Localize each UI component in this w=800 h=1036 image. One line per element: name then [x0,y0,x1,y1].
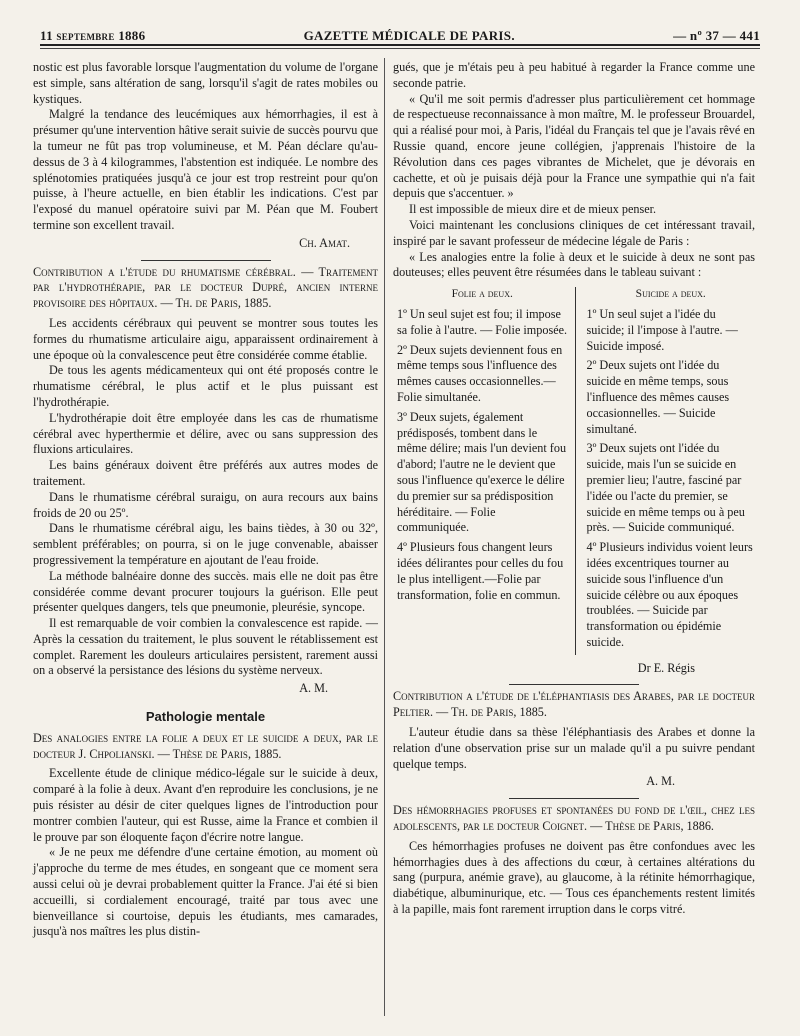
table-item: 4º Plusieurs fous changent leurs idées délirantes pour celles du fou le plus intelligent.—Folie par transformation, folie en commun. [397,540,564,602]
table-item: 3º Deux sujets, également prédisposés, tombent dans le même délire; mais l'un devient fou d'abord; l'autre ne le devient que sous l'influence qu'exerce le délire du premier sur sa prédisposition héréditaire. — Folie communiquée. [397,409,567,535]
table-item: 1º Un seul sujet est fou; il impose sa folie à l'autre. — Folie imposée. [397,306,568,337]
table-item: 4º Plusieurs individus voient leurs idées excentriques tourner au suicide sous l'influence d'un suicide célèbre ou aux époques troublées. — Suicide par transformation ou épidémie suicide. [586,540,753,649]
paragraph: L'hydrothérapie doit être employée dans les cas de rhumatisme cérébral avec hyperthermie et délire, avec ou sans suppression des fluxions articulaires. [33,410,378,457]
paragraph: « Je ne peux me défendre d'une certaine émotion, au moment où j'approche du terme de mes études, en songeant que ce moment sera aussi celui où je devrai probablement quitter la France. J'ai été si bien accueilli, si cordialement encouragé, traité par tous avec une bienveillance si courtoise, depuis les étudiants, mes camarades, jusqu'à nos maîtres les plus distin- [33,845,378,939]
author-signature: A. M. [299,681,328,696]
table-item: 1º Un seul sujet a l'idée du suicide; il l'impose à l'autre. — Suicide imposé. [586,306,738,353]
issue-number: — nº 37 — 441 [673,28,760,43]
separator-rule [509,798,639,799]
paragraph: La méthode balnéaire donne des succès. mais elle ne doit pas être considérée comme devant procurer toujours la guérison. Elle peut présenter quelques dangers, tels que pneumonie, pleurésie, syncope. [33,568,378,615]
left-column [33,60,378,940]
journal-title: GAZETTE MÉDICALE DE PARIS. [303,28,515,43]
paragraph: « Qu'il me soit permis d'adresser plus particulièrement cet hommage de respectueuse reconnaissance à mon maître, M. le professeur Brouardel, qui a réalisé pour moi, à Paris, l'idéal du Français tel que je l'avais rêvé en Russie quand, encore jeune collégien, j'apprenais l'histoire de la Révolution dans ces pages vibrantes de Michelet, que je dévorais en cachette, et où je puisais déjà pour la France une sympathie qui n'a fait depuis que s'accentuer. » [393,91,755,201]
author-signature: Ch. Amat. [299,235,350,250]
paragraph: Excellente étude de clinique médico-légale sur le suicide à deux, comparé à la folie à deux. Avant d'en reproduire les conclusions, je ne puis résister au désir de citer quelques lignes de l'introduction pour montrer combien l'auteur, qui est Russe, aime la France et combien il le prouve par son éloquente façon d'écrire notre langue. [33,766,378,844]
header-rule-thin [40,48,760,49]
paragraph: gués, que je m'étais peu à peu habitué à regarder la France comme une seconde patrie. [393,60,755,90]
table-header: Folie a deux. [451,288,513,301]
paragraph: L'auteur étudie dans sa thèse l'éléphantiasis des Arabes et donne la relation d'une observation prise sur un malade qu'il a pu suivre pendant quelque temps. [393,725,755,771]
separator-rule [509,684,639,685]
table-item: 2º Deux sujets ont l'idée du suicide en même temps, sous l'influence des mêmes causes occasionnelles. — Suicide simultané. [586,358,730,436]
table-item: 3º Deux sujets ont l'idée du suicide, mais l'un se suicide en premier lieu; l'autre, fasciné par l'idée ou l'acte du premier, se suicide en même temps ou à peu près. — Suicide communiqué. [586,441,745,535]
table-column-suicide [575,287,755,655]
column-divider [384,58,385,1016]
article-title: Contribution a l'étude du rhumatisme cérébral. — Traitement par l'hydrothérapie, par le docteur Dupré, ancien interne provisoire des hôpitaux. — Th. de Paris, 1885. [33,264,378,311]
author-signature: A. M. [646,774,675,789]
paragraph: Ces hémorrhagies profuses ne doivent pas être confondues avec les hémorrhagies dues à des affections du cœur, à certaines altérations du sang (purpura, anémie grave), au glaucome, à la rétinite hémorrhagique, diabétique, albuminurique, etc. — Tous ces épanchements restent limités à la papille, mais font rarement irruption dans le corps vitré. [393,838,755,917]
article-title: Des hémorrhagies profuses et spontanées du fond de l'œil, chez les adolescents, par le docteur Coignet. — Thèse de Paris, 1886. [393,803,755,834]
separator-rule [141,260,271,261]
paragraph: Il est remarquable de voir combien la convalescence est rapide. — Après la cessation du traitement, le plus souvent le rétablissement est complet. Rarement les douleurs articulaires persistent, rarement aussi on a observé la persistance des lésions du système nerveux. [33,616,378,678]
paragraph: Les accidents cérébraux qui peuvent se montrer sous toutes les formes du rhumatisme articulaire aigu, apparaissent ordinairement à une époque où la convalescence peut être considérée comme établie. [33,315,378,362]
author-signature: Dr E. Régis [637,660,695,675]
section-title: Pathologie mentale [145,709,266,725]
table-header: Suicide a deux. [635,288,706,301]
paragraph: Les bains généraux doivent être préférés aux autres modes de traitement. [33,458,378,488]
issue-date: 11 septembre 1886 [40,28,146,43]
paragraph: « Les analogies entre la folie à deux et le suicide à deux ne sont pas douteuses; elles peuvent être résumées dans le tableau suivant : [393,249,755,280]
paragraph: Dans le rhumatisme cérébral aigu, les bains tièdes, à 30 ou 32º, semblent préférables; on pourra, si on le juge convenable, abaisser progressivement la température en ajoutant de l'eau froide. [33,521,378,567]
paragraph: De tous les agents médicamenteux qui ont été proposés contre le rhumatisme cérébral, le plus actif et le plus puissant est l'hydrothérapie. [33,363,378,409]
paragraph: Il est impossible de mieux dire et de mieux penser. [409,202,657,217]
table-item: 2º Deux sujets deviennent fous en même temps sous l'influence des mêmes causes occasionnelles.—Folie simultanée. [397,342,563,404]
table-column-folie [397,287,575,655]
paragraph: nostic est plus favorable lorsque l'augmentation du volume de l'organe est simple, sans altération de sang, lorsqu'il s'agit de rates mobiles ou kystiques. [33,60,378,106]
page-header [40,18,760,44]
paragraph: Dans le rhumatisme cérébral suraigu, on aura recours aux bains froids de 20 ou 25º. [33,489,378,520]
article-title: Des analogies entre la folie a deux et le suicide a deux, par le docteur J. Chpolianski. — Thèse de Paris, 1885. [33,730,378,761]
right-column [393,60,755,918]
article-title: Contribution a l'étude de l'éléphantiasis des Arabes, par le docteur Peltier. — Th. de Paris, 1885. [393,689,755,720]
comparison-table [397,287,755,655]
paragraph: Voici maintenant les conclusions cliniques de cet intéressant travail, inspiré par le savant professeur de médecine légale de Paris : [393,217,755,248]
header-rule [40,44,760,46]
paragraph: Malgré la tendance des leucémiques aux hémorrhagies, il est à présumer qu'une intervention hâtive serait suivie de succès pourvu que la tumeur ne fût pas trop volumineuse, et M. Péan déclare qu'au-dessus de 3 à 4 kilogrammes, l'abstention est indiquée. Le nombre des splénotomies pratiquées jusqu'à ce jour est trop restreint pour qu'on puisse, à l'heure actuelle, en bien établir les indications. C'est par l'exposé du manuel opératoire suivi par M. Péan que M. Foubert termine son excellent travail. [33,107,378,232]
